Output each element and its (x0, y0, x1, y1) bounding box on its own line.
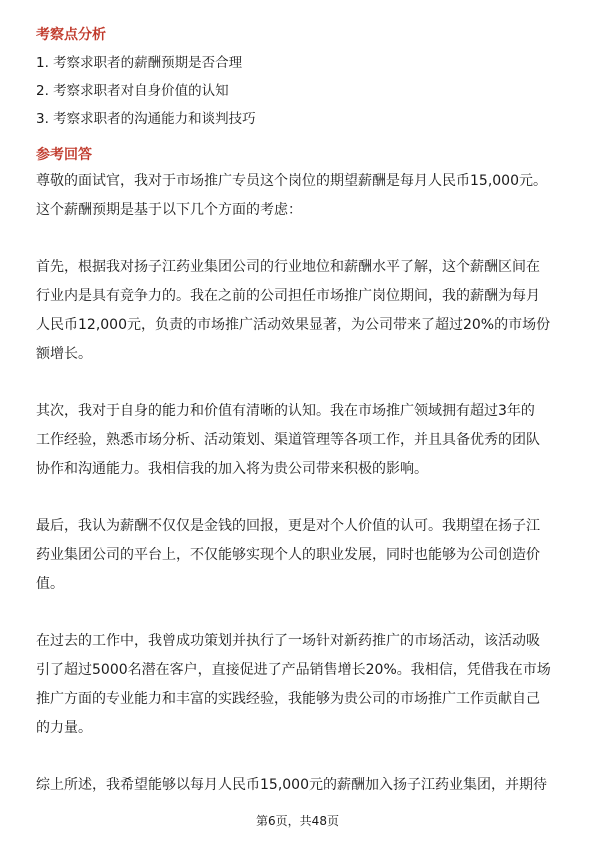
answer-heading: 参考回答 (36, 147, 92, 163)
paragraph-4-line-1: 最后，我认为薪酬不仅仅是金钱的回报，更是对个人价值的认可。我期望在扬子江 (36, 518, 540, 534)
paragraph-6-line-1: 综上所述，我希望能够以每月人民币15,000元的薪酬加入扬子江药业集团，并期待 (36, 777, 547, 793)
paragraph-2-line-4: 额增长。 (36, 346, 92, 362)
paragraph-3-line-1: 其次，我对于自身的能力和价值有清晰的认知。我在市场推广领域拥有超过3年的 (36, 403, 535, 419)
analysis-item-1: 1. 考察求职者的薪酬预期是否合理 (36, 55, 243, 71)
analysis-item-2: 2. 考察求职者对自身价值的认知 (36, 83, 229, 99)
paragraph-5-line-3: 推广方面的专业能力和丰富的实践经验，我能够为贵公司的市场推广工作贡献自己 (36, 691, 540, 707)
analysis-heading: 考察点分析 (36, 27, 106, 43)
paragraph-2-line-2: 行业内是具有竞争力的。我在之前的公司担任市场推广岗位期间，我的薪酬为每月 (36, 288, 540, 304)
paragraph-2-line-1: 首先，根据我对扬子江药业集团公司的行业地位和薪酬水平了解，这个薪酬区间在 (36, 259, 540, 275)
paragraph-3-line-2: 工作经验，熟悉市场分析、活动策划、渠道管理等各项工作，并且具备优秀的团队 (36, 432, 540, 448)
paragraph-4-line-2: 药业集团公司的平台上，不仅能够实现个人的职业发展，同时也能够为公司创造价 (36, 547, 540, 563)
paragraph-4-line-3: 值。 (36, 576, 64, 592)
paragraph-1-line-2: 这个薪酬预期是基于以下几个方面的考虑： (36, 202, 302, 218)
analysis-item-3: 3. 考察求职者的沟通能力和谈判技巧 (36, 111, 256, 127)
paragraph-5-line-2: 引了超过5000名潜在客户，直接促进了产品销售增长20%。我相信，凭借我在市场 (36, 662, 551, 678)
page-number: 第6页，共48页 (256, 814, 339, 828)
paragraph-2-line-3: 人民币12,000元，负责的市场推广活动效果显著，为公司带来了超过20%的市场份 (36, 317, 551, 333)
paragraph-3-line-3: 协作和沟通能力。我相信我的加入将为贵公司带来积极的影响。 (36, 461, 428, 477)
paragraph-1-line-1: 尊敬的面试官，我对于市场推广专员这个岗位的期望薪酬是每月人民币15,000元。 (36, 173, 547, 189)
paragraph-5-line-1: 在过去的工作中，我曾成功策划并执行了一场针对新药推广的市场活动，该活动吸 (36, 633, 540, 649)
paragraph-5-line-4: 的力量。 (36, 720, 92, 736)
